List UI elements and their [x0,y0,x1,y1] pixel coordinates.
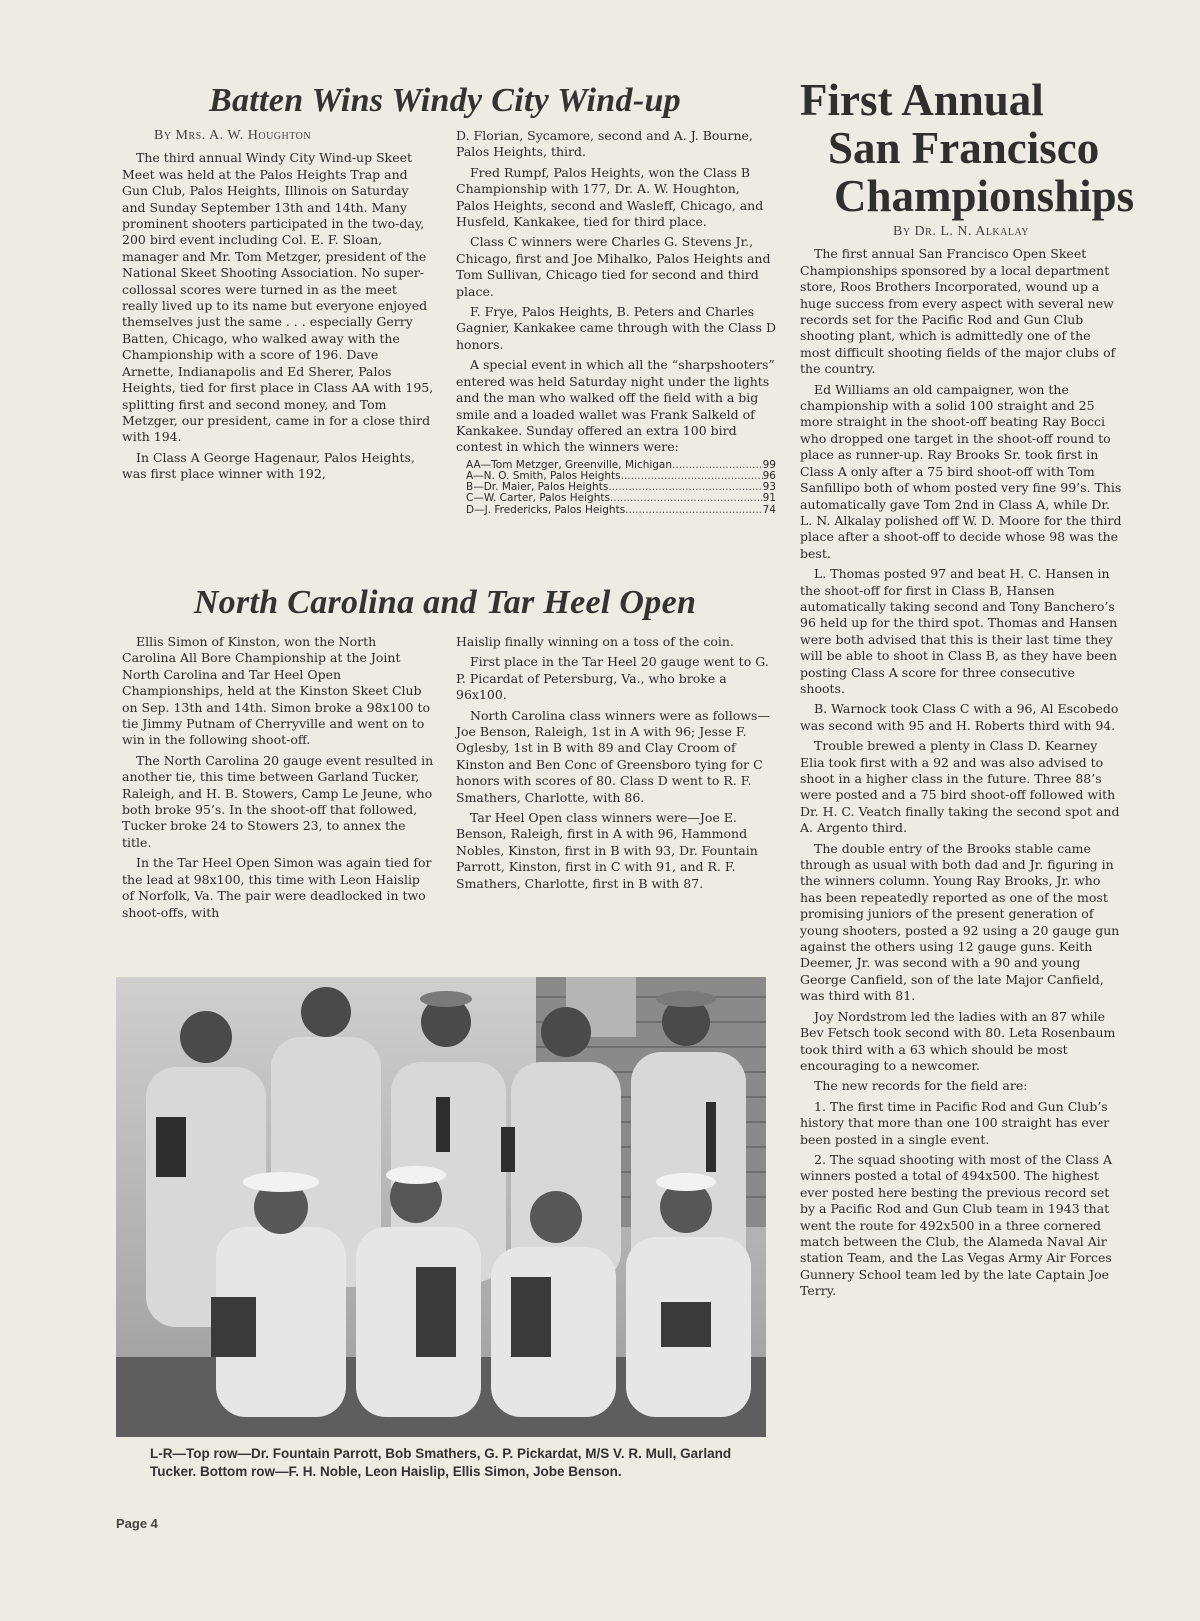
article3-paragraph: Trouble brewed a plenty in Class D. Kearney Elia took first with a 92 and was also advised to shoot in a higher class in the future. Three 88’s were posted and a 75 bird shoot-off followed with Dr. H. C. Veatch finally taking the second spot and A. Argento third. [800,738,1120,836]
article1-paragraph: D. Florian, Sycamore, second and A. J. Bourne, Palos Heights, third. [456,128,753,160]
results-row: D—J. Fredericks, Palos Heights ..... 74 [466,505,776,516]
article2-column-1 [122,634,434,925]
article3-paragraph: The double entry of the Brooks stable came through as usual with both dad and Jr. figuring in the winners column. Young Ray Brooks, Jr. who has been repeatedly reported as one of the most promising juniors of the present generation of young shooters, posted a 92 using a 20 gauge gun against the others using 12 gauge guns. Keith Deemer, Jr. was second with a 90 and young George Canfield, son of the late Major Canfield, was third with 81. [800,840,1120,1004]
page-number: Page 4 [116,1516,158,1531]
article3-headline-line: Championships [834,171,1135,221]
article3-paragraph: The new records for the field are: [814,1078,1028,1094]
article3-paragraph: The first annual San Francisco Open Skeet Championships sponsored by a local department store, Roos Brothers Incorporated, wound up a huge success from every aspect with several new records set for the Pacific Rod and Gun Club shooting plant, which is admittedly one of the most difficult shooting fields of the major clubs of the country. [800,246,1116,377]
article3-paragraph: 2. The squad shooting with most of the Class A winners posted a total of 494x500. The highest ever posted here besting the previous record set by a Pacific Rod and Gun Club team in 1943 that went the route for 492x500 in a three cornered match between the Club, the Alameda Naval Air station Team, and the Las Vegas Army Air Forces Gunnery School team led by the late Captain Joe Terry. [800,1151,1113,1299]
article1-paragraph: F. Frye, Palos Heights, B. Peters and Charles Gagnier, Kankakee came through with the Class D honors. [456,304,777,352]
article3-headline-line: First Annual [800,75,1044,125]
article3-paragraph: Ed Williams an old campaigner, won the championship with a solid 100 straight and 25 more straight in the shoot-off beating Ray Bocci who dropped one target in the shoot-off round to place as runner-up. Ray Brooks Sr. took first in Class A only after a 75 bird shoot-off with Tom Sanfillipo both of whom posted very fine 99’s. This automatically gave Tom 2nd in Class A, while Dr. L. N. Alkalay polished off W. D. Moore for the third place after a shoot-off to decide whose 98 was the best. [800,381,1122,561]
article3-paragraph: Joy Nordstrom led the ladies with an 87 while Bev Fetsch took second with 80. Leta Rosenbaum took third with a 63 which should be most encouraging to a newcomer. [800,1008,1116,1073]
article2-paragraph: In the Tar Heel Open Simon was again tied for the lead at 98x100, this time with Leon Haislip of Norfolk, Va. The pair were deadlocked in two shoot-offs, with [122,855,432,920]
article1-paragraph: A special event in which all the “sharpshooters” entered was held Saturday night under the lights and the man who walked off the field with a big smile and a loaded wallet was Frank Salkeld of Kankakee. Sunday offered an extra 100 bird contest in which the winners were: [456,357,775,455]
article1-paragraph: The third annual Windy City Wind-up Skeet Meet was held at the Palos Heights Trap and Gun Club, Palos Heights, Illinois on Saturday and Sunday September 13th and 14th. Many prominent shooters participated in the two-day, 200 bird event including Col. E. F. Sloan, manager and Mr. Tom Metzger, president of the National Skeet Shooting Association. No super-collossal scores were turned in as the meet really lived up to its name but everyone enjoyed themselves just the same . . . especially Gerry Batten, Chicago, who walked away with the Championship with a score of 196. Dave Arnette, Indianapolis and Ed Sherer, Palos Heights, tied for first place in Class AA with 195, splitting first and second money, and Tom Metzger, our president, came in for a close third with 194. [122,150,434,445]
article2-paragraph: Haislip finally winning on a toss of the coin. [456,634,734,649]
photo-caption: L-R—Top row—Dr. Fountain Parrott, Bob Smathers, G. P. Pickardat, M/S V. R. Mull, Garland Tucker. Bottom row—F. H. Noble, Leon Haislip, Ellis Simon, Jobe Benson. [150,1446,732,1479]
article1-paragraph: In Class A George Hagenaur, Palos Heights, was first place winner with 192, [122,449,415,482]
results-row: AA—Tom Metzger, Greenville, Michigan ..... 99 [466,460,776,471]
article1-column-1 [122,128,434,487]
article2-headline: North Carolina and Tar Heel Open [193,584,697,621]
article2-paragraph: Ellis Simon of Kinston, won the North Carolina All Bore Championship at the Joint North Carolina and Tar Heel Open Championships, held at the Kinston Skeet Club on Sep. 13th and 14th. Simon broke a 98x100 to tie Jimmy Putnam of Cherryville and went on to win in the following shoot-off. [122,634,430,748]
article1-byline: By Mrs. A. W. Houghton [154,128,312,143]
group-photo-illustration [116,977,766,1437]
article3-headline [796,76,1136,220]
results-row: B—Dr. Maier, Palos Heights ..... 93 [466,482,776,493]
article3-paragraph: B. Warnock took Class C with a 96, Al Escobedo was second with 95 and H. Roberts third with 94. [800,701,1119,733]
article2-paragraph: First place in the Tar Heel 20 gauge went to G. P. Picardat of Petersburg, Va., who broke a 96x100. [456,654,769,703]
article3-byline: By Dr. L. N. Alkalay [892,224,1030,239]
article1-headline: Batten Wins Windy City Wind-up [209,82,681,119]
article1-results-list [466,460,776,516]
article3-paragraph: 1. The first time in Pacific Rod and Gun Club’s history that more than one 100 straight has ever been posted in a single event. [800,1098,1110,1147]
article3-column [800,224,1122,1304]
article2-paragraph: Tar Heel Open class winners were—Joe E. Benson, Raleigh, first in A with 96, Hammond Nobles, Kinston, first in B with 93, Dr. Fountain Parrott, Kinston, first in C with 91, and R. F. Smathers, Charlotte, first in B with 87. [456,810,758,891]
article2-paragraph: North Carolina class winners were as follows—Joe Benson, Raleigh, 1st in A with 96; Jesse F. Oglesby, 1st in B with 89 and Clay Croom of Kinston and Ben Conc of Greensboro tying for C honors with scores of 80. Class D went to R. F. Smathers, Charlotte, with 86. [456,707,770,805]
article1-paragraph: Class C winners were Charles G. Stevens Jr., Chicago, first and Joe Mihalko, Palos Heights and Tom Sullivan, Chicago tied for second and third place. [456,234,771,299]
article1-paragraph: Fred Rumpf, Palos Heights, won the Class B Championship with 177, Dr. A. W. Houghton, Palos Heights, second and Wasleff, Chicago, and Husfeld, Kankakee, tied for third place. [456,164,764,230]
article3-headline-line: San Francisco [828,123,1100,173]
article1-column-2 [456,128,776,516]
article2-column-2 [456,634,776,896]
group-photo [116,977,766,1437]
results-row: A—N. O. Smith, Palos Heights ..... 96 [466,471,776,482]
article2-paragraph: The North Carolina 20 gauge event resulted in another tie, this time between Garland Tucker, Raleigh, and H. B. Stowers, Camp Le Jeune, who both broke 95’s. In the shoot-off that followed, Tucker broke 24 to Stowers 23, to annex the title. [122,752,434,850]
results-row: C—W. Carter, Palos Heights ..... 91 [466,493,776,504]
article3-paragraph: L. Thomas posted 97 and beat H. C. Hansen in the shoot-off for first in Class B, Hansen automatically taking second and Tony Banchero’s 96 held up for the third spot. Thomas and Hansen were both advised that this is their last time they will be able to shoot in Class B, as they have been posting Class A score for three consecutive shoots. [800,566,1118,696]
